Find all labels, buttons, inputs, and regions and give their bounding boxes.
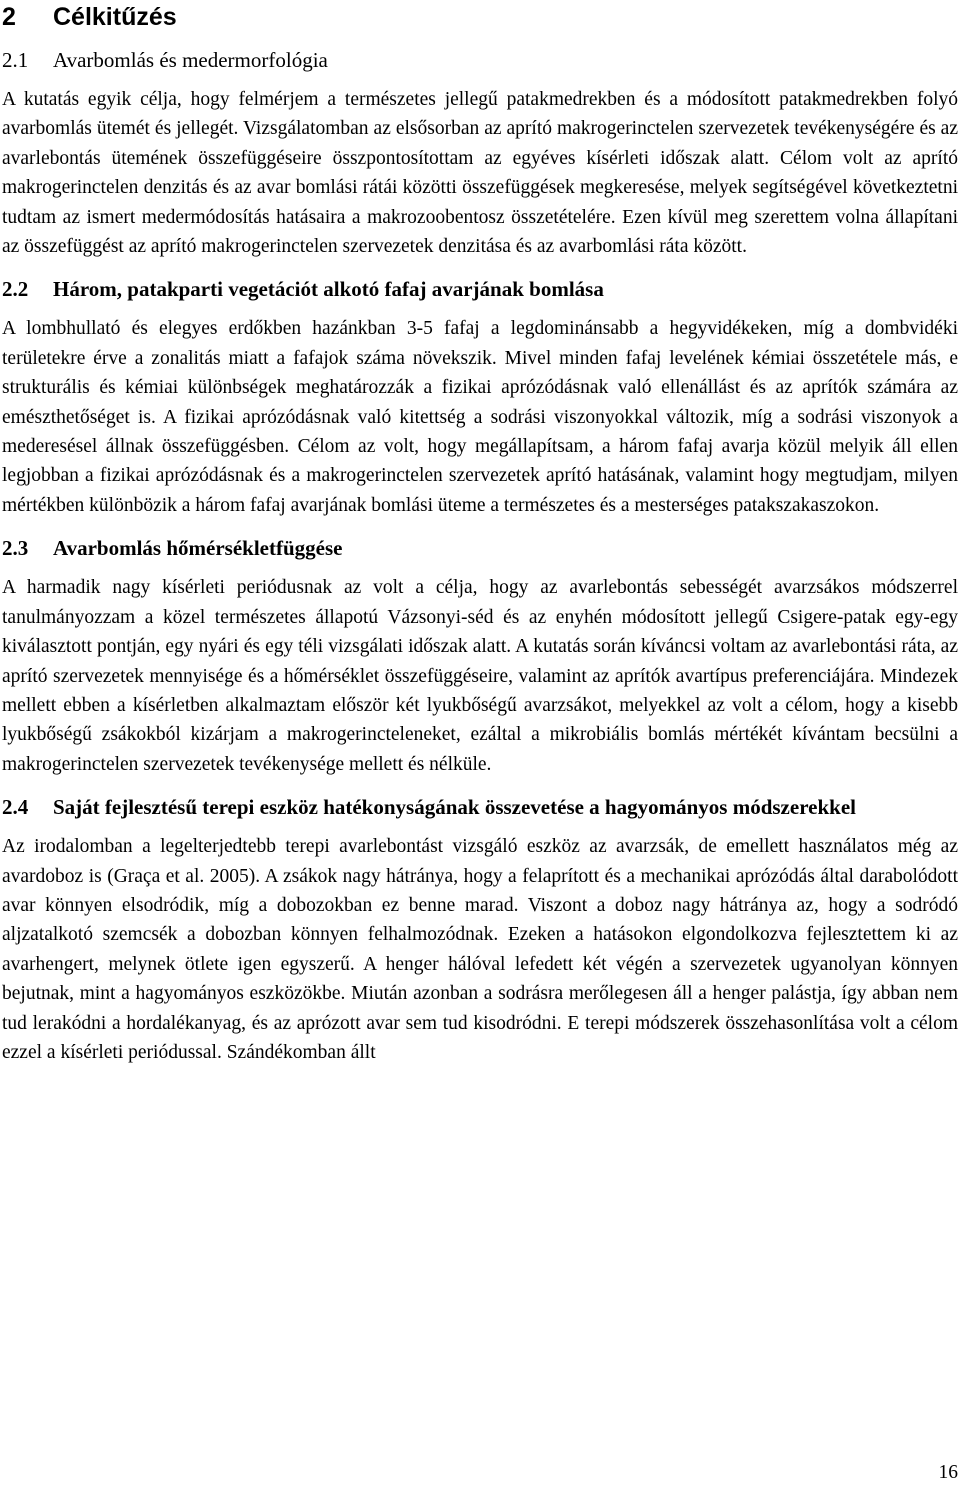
section-number: 2.1 — [2, 48, 29, 72]
section-title: Saját fejlesztésű terepi eszköz hatékonyságának összevetése a hagyományos módszerekkel — [53, 795, 856, 820]
document-page — [2, 0, 958, 1081]
chapter-heading — [2, 0, 958, 46]
section-heading — [2, 534, 958, 563]
section-2-4 — [2, 793, 958, 1067]
section-number: 2.3 — [2, 536, 29, 561]
section-heading — [2, 275, 958, 304]
section-title: Avarbomlás és medermorfológia — [53, 48, 328, 72]
section-paragraph: A kutatás egyik célja, hogy felmérjem a természetes jellegű patakmedrekben és a módosított patakmedrekben folyó avarbomlás ütemét és jellegét. Vizsgálatomban az elsősorban az aprító makrogerinctelen szervezetek tevékenységére és az avarlebontás ütemének összefüggéseire összpontosítottam az egyéves kísérleti időszak alatt. Célom volt az aprító makrogerinctelen denzitás és az avar bomlási rátái közötti összefüggések megkeresése, melyek segítségével következtetni tudtam az ismert medermódosítás hatásaira a makrozoobentosz összetételére. Ezen kívül meg szerettem volna állapítani az összefüggést az aprító makrogerinctelen szervezetek denzitása és az avarbomlási ráta között. — [2, 89, 958, 258]
section-2-3 — [2, 534, 958, 779]
section-number: 2.2 — [2, 277, 29, 302]
section-title: Avarbomlás hőmérsékletfüggése — [53, 536, 343, 561]
section-paragraph: Az irodalomban a legelterjedtebb terepi avarlebontást vizsgáló eszköz az avarzsák, de emellett használatos még az avardoboz is (Graça et al. 2005). A zsákok nagy hátránya, hogy a felaprított és a mechanikai aprózódás által darabolódott avar könnyen elsodródik, míg a dobozokban ez benne marad. Viszont a doboz nagy hátránya az, hogy a sodródó aljzatalkotó szemcsék a dobozban könnyen felhalmozódnak. Ezeken a hatásokon elgondolkozva fejlesztettem ki az avarhengert, melynek ötlete igen egyszerű. A henger hálóval lefedett két végén a szervezetek ugyanolyan könnyen bejutnak, mint a hagyományos eszközökbe. Miután azonban a sodrásra merőlegesen áll a henger palástja, így abban nem tud lerakódni a hordalékanyag, és az aprózott avar sem tud kisodródni. E terepi módszerek összehasonlítása volt a célom ezzel a kísérleti periódussal. Szándékomban állt — [2, 836, 958, 1063]
section-2-1 — [2, 46, 958, 261]
page-number: 16 — [938, 1462, 958, 1483]
section-paragraph: A lombhullató és elegyes erdőkben hazánkban 3-5 fafaj a legdominánsabb a hegyvidékeken, míg a dombvidéki területekre érve a zonalitás miatt a fafajok száma növekszik. Mivel minden fafaj levelének kémiai összetétele más, e strukturális és kémiai különbségek meghatározzák a fizikai aprózódásnak való ellenállást és az aprítók számára az emészthetőséget is. A fizikai aprózódásnak való kitettség a sodrási viszonyokkal változik, míg a sodrási viszonyok a mederesésel állnak összefüggésben. Célom az volt, hogy megállapítsam, a három fafaj avarja közül melyik áll ellen legjobban a fizikai aprózódásnak és a makrogerinctelen szervezetek aprító hatásának, valamint hogy megtudjam, milyen mértékben különbözik a három fafaj avarjának bomlási üteme a természetes és a mesterséges patakszakaszokon. — [2, 318, 958, 516]
section-heading — [2, 793, 958, 822]
section-heading — [2, 46, 958, 75]
section-2-2 — [2, 275, 958, 520]
section-paragraph: A harmadik nagy kísérleti periódusnak az volt a célja, hogy az avarlebontás sebességét avarzsákos módszerrel tanulmányozzam a közel természetes állapotú Vázsonyi-séd és az enyhén módosított jellegű Csigere-patak egy-egy kiválasztott pontján, egy nyári és egy téli vizsgálati időszak alatt. A kutatás során kíváncsi voltam az avarlebontási ráta, az aprító szervezetek mennyisége és a hőmérséklet összefüggéseire, valamint az aprítók avartípus preferenciájára. Mindezek mellett ebben a kísérletben alkalmaztam először két lyukbőségű avarzsákot, melyekkel az volt a célom, hogy a kisebb lyukbőségű zsákokból kizárjam a makrogerincteleneket, ezáltal a mikrobiális bomlás mértékét kívántam becsülni a makrogerinctelen szervezetek tevékenysége mellett és nélküle. — [2, 577, 958, 775]
section-number: 2.4 — [2, 795, 29, 820]
chapter-number: 2 — [2, 3, 16, 31]
section-title: Három, patakparti vegetációt alkotó fafaj avarjának bomlása — [53, 277, 604, 302]
chapter-title: Célkitűzés — [53, 3, 177, 31]
